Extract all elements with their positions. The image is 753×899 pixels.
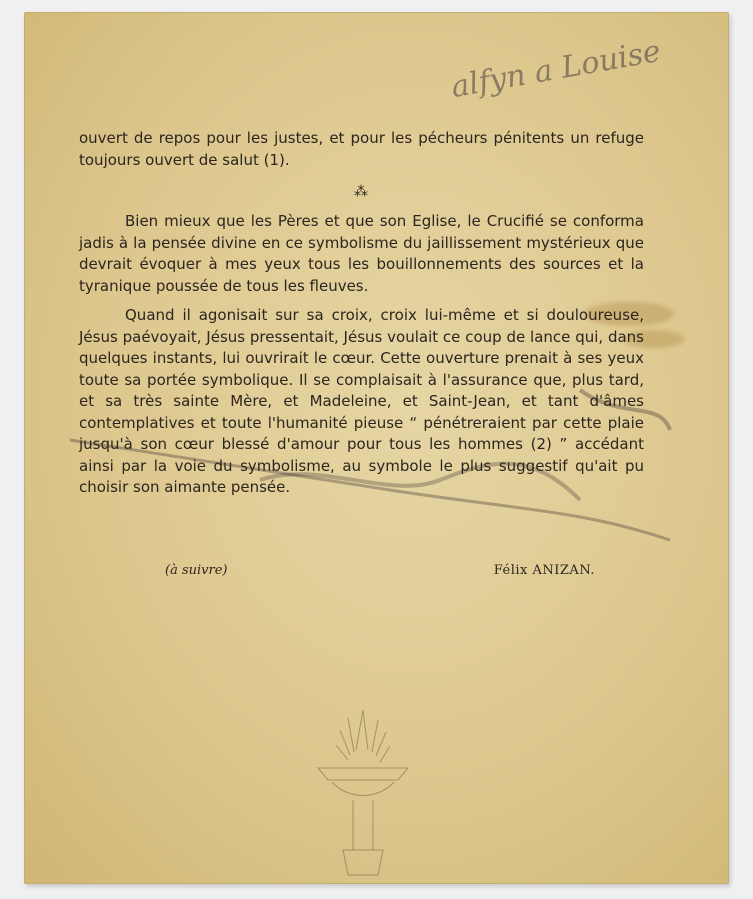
paragraph: Bien mieux que les Pères et que son Eglise, le Crucifié se conforma jadis à la pensée divine en ce symbolisme du jaillissement mystérieux que devrait évoquer à mes yeux tous les bouillonnements des sources et la tyranique poussée de tous les fleuves. xyxy=(79,212,644,295)
paragraph: Quand il agonisait sur sa croix, croix lui-même et si douloureuse, Jésus paévoyait, Jésus pressentait, Jésus voulait ce coup de lance qui, dans quelques instants, lui ouvrirait le cœur. Cette ouverture prenait à ses yeux toute sa portée symbolique. Il se complaisait à l'assurance que, plus tard, et sa très sainte Mère, et Madeleine, et Saint-Jean, et tant d'âmes contemplatives et toute l'humanité pieuse “ pénétreraient par cette plaie jusqu'à son cœur blessé d'amour pour tous les hommes (2) ” accédant ainsi par la voie du symbolisme, au symbole le plus suggestif qu'ait pu choisir son aimante pensée. xyxy=(79,306,644,496)
torch-emblem-icon xyxy=(308,700,418,885)
document-body xyxy=(79,128,644,499)
author-signature: Félix ANIZAN. xyxy=(493,563,595,578)
continued-note: (à suivre) xyxy=(165,563,228,578)
separator-asterism: ⁂ xyxy=(354,184,369,200)
handwritten-note: alfyn a Louise xyxy=(448,33,664,106)
paragraph: ouvert de repos pour les justes, et pour les pécheurs pénitents un refuge toujours ouvert de salut (1). xyxy=(79,129,644,169)
